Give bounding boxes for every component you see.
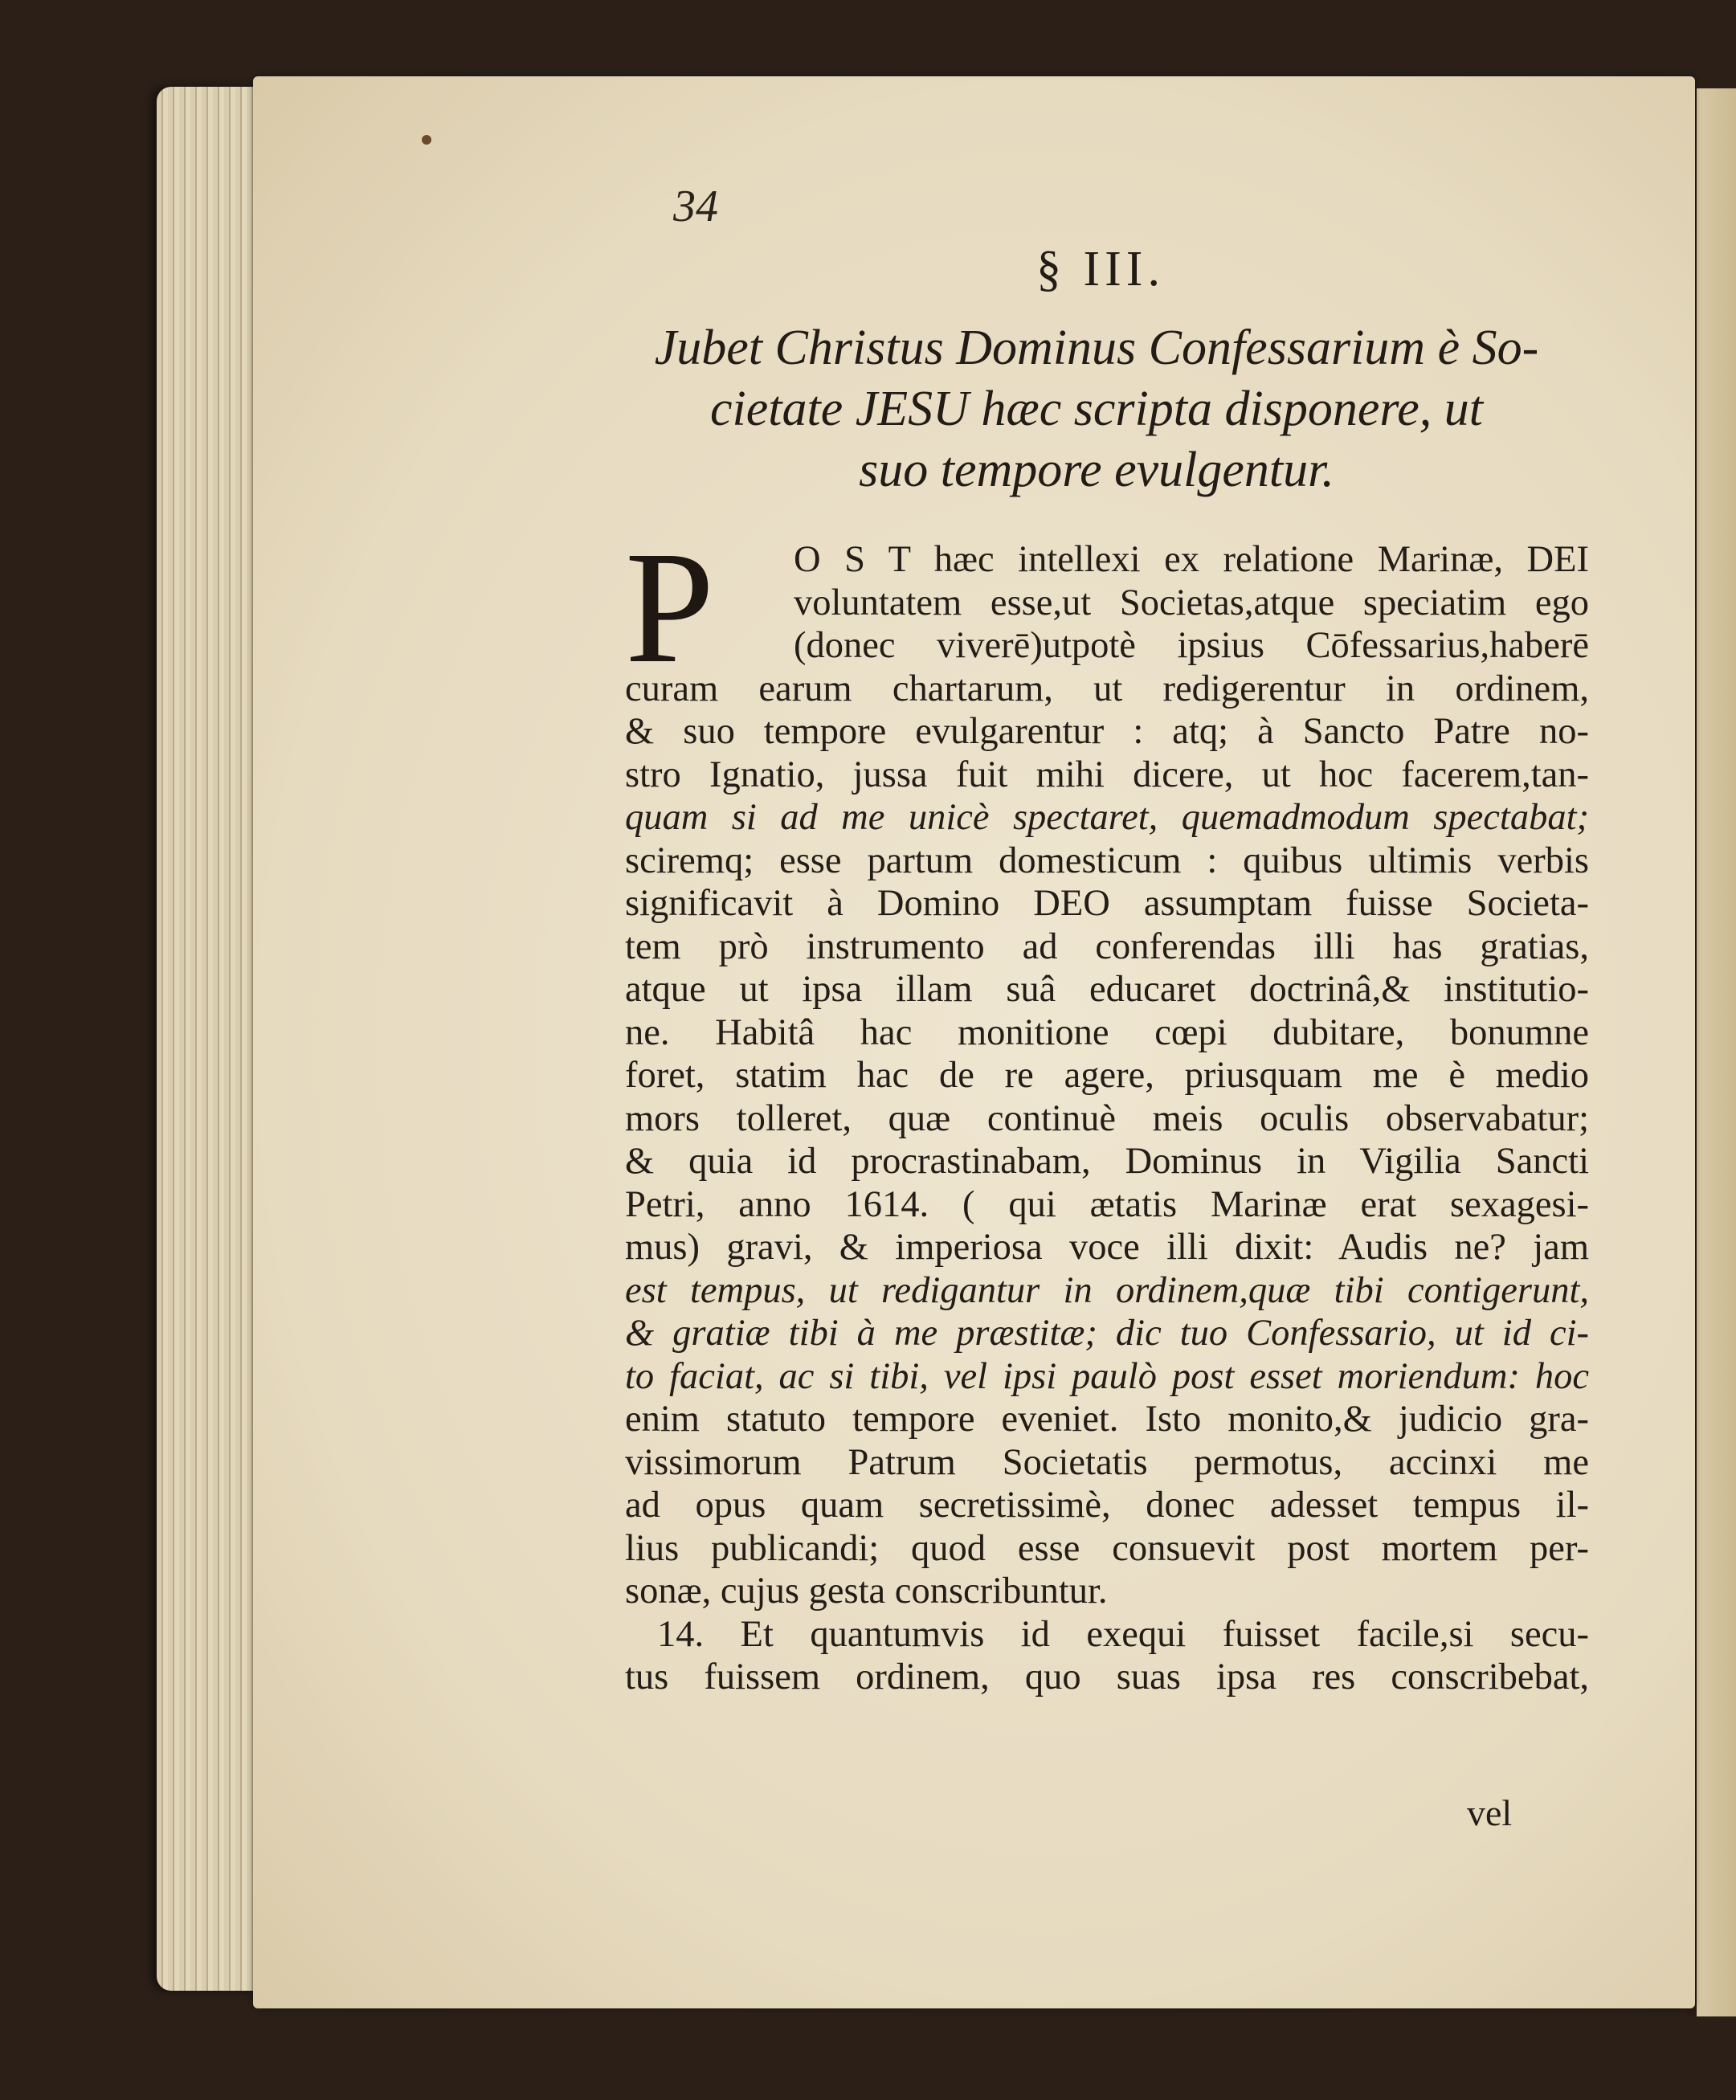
text-line: foret, statim hac de re agere, priusquam me è medio	[625, 1055, 1589, 1096]
drop-cap: P	[625, 519, 715, 697]
text-line: to faciat, ac si tibi, vel ipsi paulò post esset moriendum: hoc	[625, 1355, 1589, 1397]
text-line: tem prò instrumento ad conferendas illi has gratias,	[625, 925, 1589, 967]
text-line: voluntatem esse,ut Societas,atque speciatim ego	[794, 582, 1589, 623]
heading-line: suo tempore evulgentur.	[859, 443, 1334, 497]
text-line: lius publicandi; quod esse consuevit post mortem per-	[625, 1527, 1589, 1569]
text-line: sonæ, cujus gesta conscribuntur.	[625, 1571, 1108, 1612]
text-line: est tempus, ut redigantur in ordinem,quæ tibi contigerunt,	[625, 1269, 1589, 1311]
text-line: mors tolleret, quæ continuè meis oculis observabatur;	[625, 1097, 1589, 1139]
heading-line: Jubet Christus Dominus Confessarium è So-	[654, 321, 1539, 375]
text-line: mus) gravi, & imperiosa voce illi dixit: Audis ne? jam	[625, 1227, 1589, 1268]
ink-spot	[422, 135, 431, 145]
body-text	[625, 519, 1589, 1699]
text-line: & suo tempore evulgarentur : atq; à Sancto Patre no-	[625, 711, 1589, 752]
text-line: Petri, anno 1614. ( qui ætatis Marinæ erat sexagesi-	[625, 1183, 1589, 1225]
text-line: sciremq; esse partum domesticum : quibus ultimis verbis	[625, 840, 1589, 881]
text-line: tus fuissem ordinem, quo suas ipsa res conscribebat,	[625, 1657, 1589, 1698]
text-line: & quia id procrastinabam, Dominus in Vigilia Sancti	[625, 1141, 1589, 1182]
text-line: stro Ignatio, jussa fuit mihi dicere, ut hoc facerem,tan-	[625, 754, 1589, 795]
text-line: quam si ad me unicè spectaret, quemadmodum spectabat;	[625, 797, 1589, 838]
text-line: O S T hæc intellexi ex relatione Marinæ, DEI	[794, 539, 1589, 580]
text-line: 14. Et quantumvis id exequi fuisset facile,si secu-	[657, 1613, 1589, 1655]
book-page-edges	[157, 87, 261, 1991]
text-line: enim statuto tempore eveniet. Isto monito,& judicio gra-	[625, 1399, 1589, 1440]
text-line: atque ut ipsa illam suâ educaret doctrinâ,& institutio-	[625, 969, 1589, 1010]
heading-line: cietate JESU hæc scripta disponere, ut	[710, 382, 1483, 436]
page-number: 34	[673, 182, 718, 231]
text-line: ad opus quam secretissimè, donec adesset tempus il-	[625, 1485, 1589, 1526]
text-line: (donec viverē)utpotè ipsius Cōfessarius,haberē	[794, 625, 1589, 666]
text-line: vissimorum Patrum Societatis permotus, accinxi me	[625, 1441, 1589, 1483]
text-line: ne. Habitâ hac monitione cœpi dubitare, bonumne	[625, 1011, 1589, 1053]
text-line: significavit à Domino DEO assumptam fuisse Societa-	[625, 883, 1589, 924]
chapter-heading	[611, 317, 1583, 500]
section-title: § III.	[1036, 242, 1165, 296]
catchword: vel	[1467, 1792, 1513, 1833]
text-line: & gratiæ tibi à me præstitæ; dic tuo Confessario, ut id ci-	[625, 1313, 1589, 1354]
text-line: curam earum chartarum, ut redigerentur in ordinem,	[625, 668, 1589, 709]
